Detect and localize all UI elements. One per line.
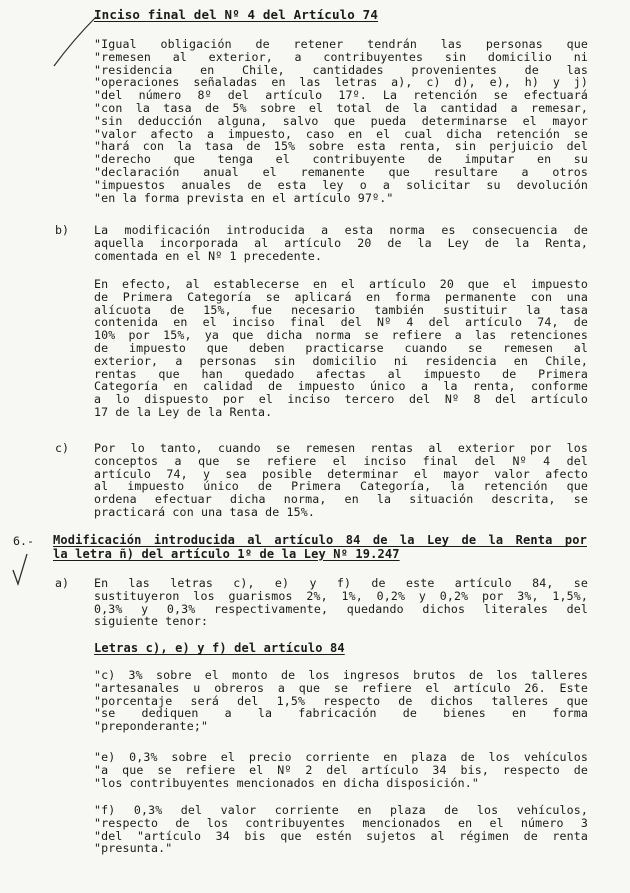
b1-line: comentada en el Nº 1 precedente. [94, 248, 323, 263]
b2-line: contenida en el inciso final del Nº 4 del artículo 74, de [94, 315, 588, 330]
c1-line: Por lo tanto, cuando se remesen rentas al exterior por los [94, 441, 588, 455]
q1-line: "operaciones señaladas en las letras a), c) d), e), h) y j) [94, 75, 588, 90]
q1-line: "impuestos anuales de esta ley o a solicitar su devolución [94, 177, 588, 192]
c1-line: conceptos a que se refiere el inciso final del Nº 4 del [94, 453, 588, 468]
h6-line: la letra ñ) del artículo 1º de la Ley Nº 19.247 [53, 546, 400, 561]
q1-line: "hará con la tasa de 15% sobre esta renta, sin perjuicio del [94, 139, 588, 154]
a1-line: siguiente tenor: [94, 614, 209, 629]
qc-line: "c) 3% sobre el monto de los ingresos brutos de los talleres [94, 668, 588, 682]
section-6-number: 6.- [13, 534, 34, 548]
qe-line: "e) 0,3% sobre el precio corriente en plaza de los vehículos [94, 750, 588, 764]
b2-line: 10% por 15%, ya que dicha norma se refiere a las retenciones [94, 328, 588, 343]
qf-line: "presunta." [94, 841, 173, 856]
item-a-marker: a) [55, 576, 69, 590]
qe-line: "a que se refiere el Nº 2 del artículo 34 bis, respecto de [94, 762, 588, 777]
q1-line: "residencia en Chile, cantidades provenientes de las [94, 62, 588, 77]
item-b-marker: b) [55, 223, 69, 237]
q1-line: "en la forma prevista en el artículo 97º." [94, 190, 394, 205]
section-title: Inciso final del Nº 4 del Artículo 74 [94, 7, 378, 22]
q1-line: "del número 8º del artículo 17º. La retención se efectuará [94, 88, 588, 103]
b2-line: Categoría en calidad de impuesto único a la renta, conforme [94, 379, 588, 394]
item-c-marker: c) [55, 441, 69, 455]
a1-line: En las letras c), e) y f) de este artículo 84, se [94, 576, 588, 590]
b2-line: a lo dispuesto por el inciso tercero del Nº 8 del artículo [94, 392, 588, 407]
b1-line: La modificación introducida a esta norma es consecuencia de [94, 223, 588, 237]
h6-line: Modificación introducida al artículo 84 de la Ley de la Renta por [53, 533, 587, 547]
q1-line: "remesen al exterior, a contribuyentes sin domicilio ni [94, 49, 588, 64]
c1-line: al impuesto único de Primera Categoría, la retención que [94, 479, 588, 494]
b2-line: 17 de la Ley de la Renta. [94, 405, 273, 419]
margin-check-mark [10, 552, 30, 586]
qc-line: "porcentaje será del 1,5% respecto de dichos talleres que [94, 693, 588, 708]
b2-line: de impuesto que deben practicarse cuando se remesen al [94, 341, 588, 355]
margin-slash-mark [50, 14, 100, 69]
q1-line: "sin deducción alguna, salvo que pueda determinarse el mayor [94, 113, 588, 128]
c1-line: artículo 74, y sea posible determinar el mayor valor afecto [94, 466, 588, 481]
b2-line: alícuota de 15%, fue necesario también sustituir la tasa [94, 302, 588, 317]
b2-line: rentas que han quedado afectas al impuesto de Primera [94, 366, 588, 381]
q1-line: "derecho que tenga el contribuyente de imputar en su [94, 152, 588, 167]
b2-line: exterior, a personas sin domicilio ni residencia en Chile, [94, 353, 588, 368]
q1-line: "con la tasa de 5% sobre el total de la cantidad a remesar, [94, 101, 588, 115]
qf-line: "f) 0,3% del valor corriente en plaza de los vehículos, [94, 803, 588, 817]
b1-line: aquella incorporada al artículo 20 de la Ley de la Renta, [94, 235, 588, 250]
q1-line: "declaración anual el remanente que resultare a otros [94, 165, 588, 179]
b2-line: de Primera Categoría se aplicará en forma permanente con una [94, 289, 588, 304]
qe-line: "los contribuyentes mencionados en dicha disposición." [94, 775, 480, 790]
qc-line: "preponderante;" [94, 719, 209, 734]
subheading-letras: Letras c), e) y f) del artículo 84 [94, 641, 345, 655]
c1-line: practicará con una tasa de 15%. [94, 505, 316, 519]
a1-line: 0,3% y 0,3% respectivamente, quedando dichos literales del [94, 601, 588, 616]
a1-line: sustituyeron los guarismos 2%, 1%, 0,2% y 0,2% por 3%, 1,5%, [94, 588, 588, 603]
qf-line: "del "artículo 34 bis que estén sujetos al régimen de renta [94, 828, 588, 843]
c1-line: ordena efectuar dicha norma, en la situación descrita, se [94, 492, 588, 507]
qf-line: "respecto de los contribuyentes mencionados en el número 3 [94, 815, 588, 830]
qc-line: "se dediquen a la fabricación de bienes en forma [94, 706, 588, 721]
q1-line: "Igual obligación de retener tendrán las personas que [94, 37, 588, 51]
b2-line: En efecto, al establecerse en el artículo 20 que el impuesto [94, 277, 588, 291]
q1-line: "valor afecto a impuesto, caso en el cual dicha retención se [94, 126, 588, 141]
qc-line: "artesanales u obreros a que se refiere el artículo 26. Este [94, 680, 588, 695]
